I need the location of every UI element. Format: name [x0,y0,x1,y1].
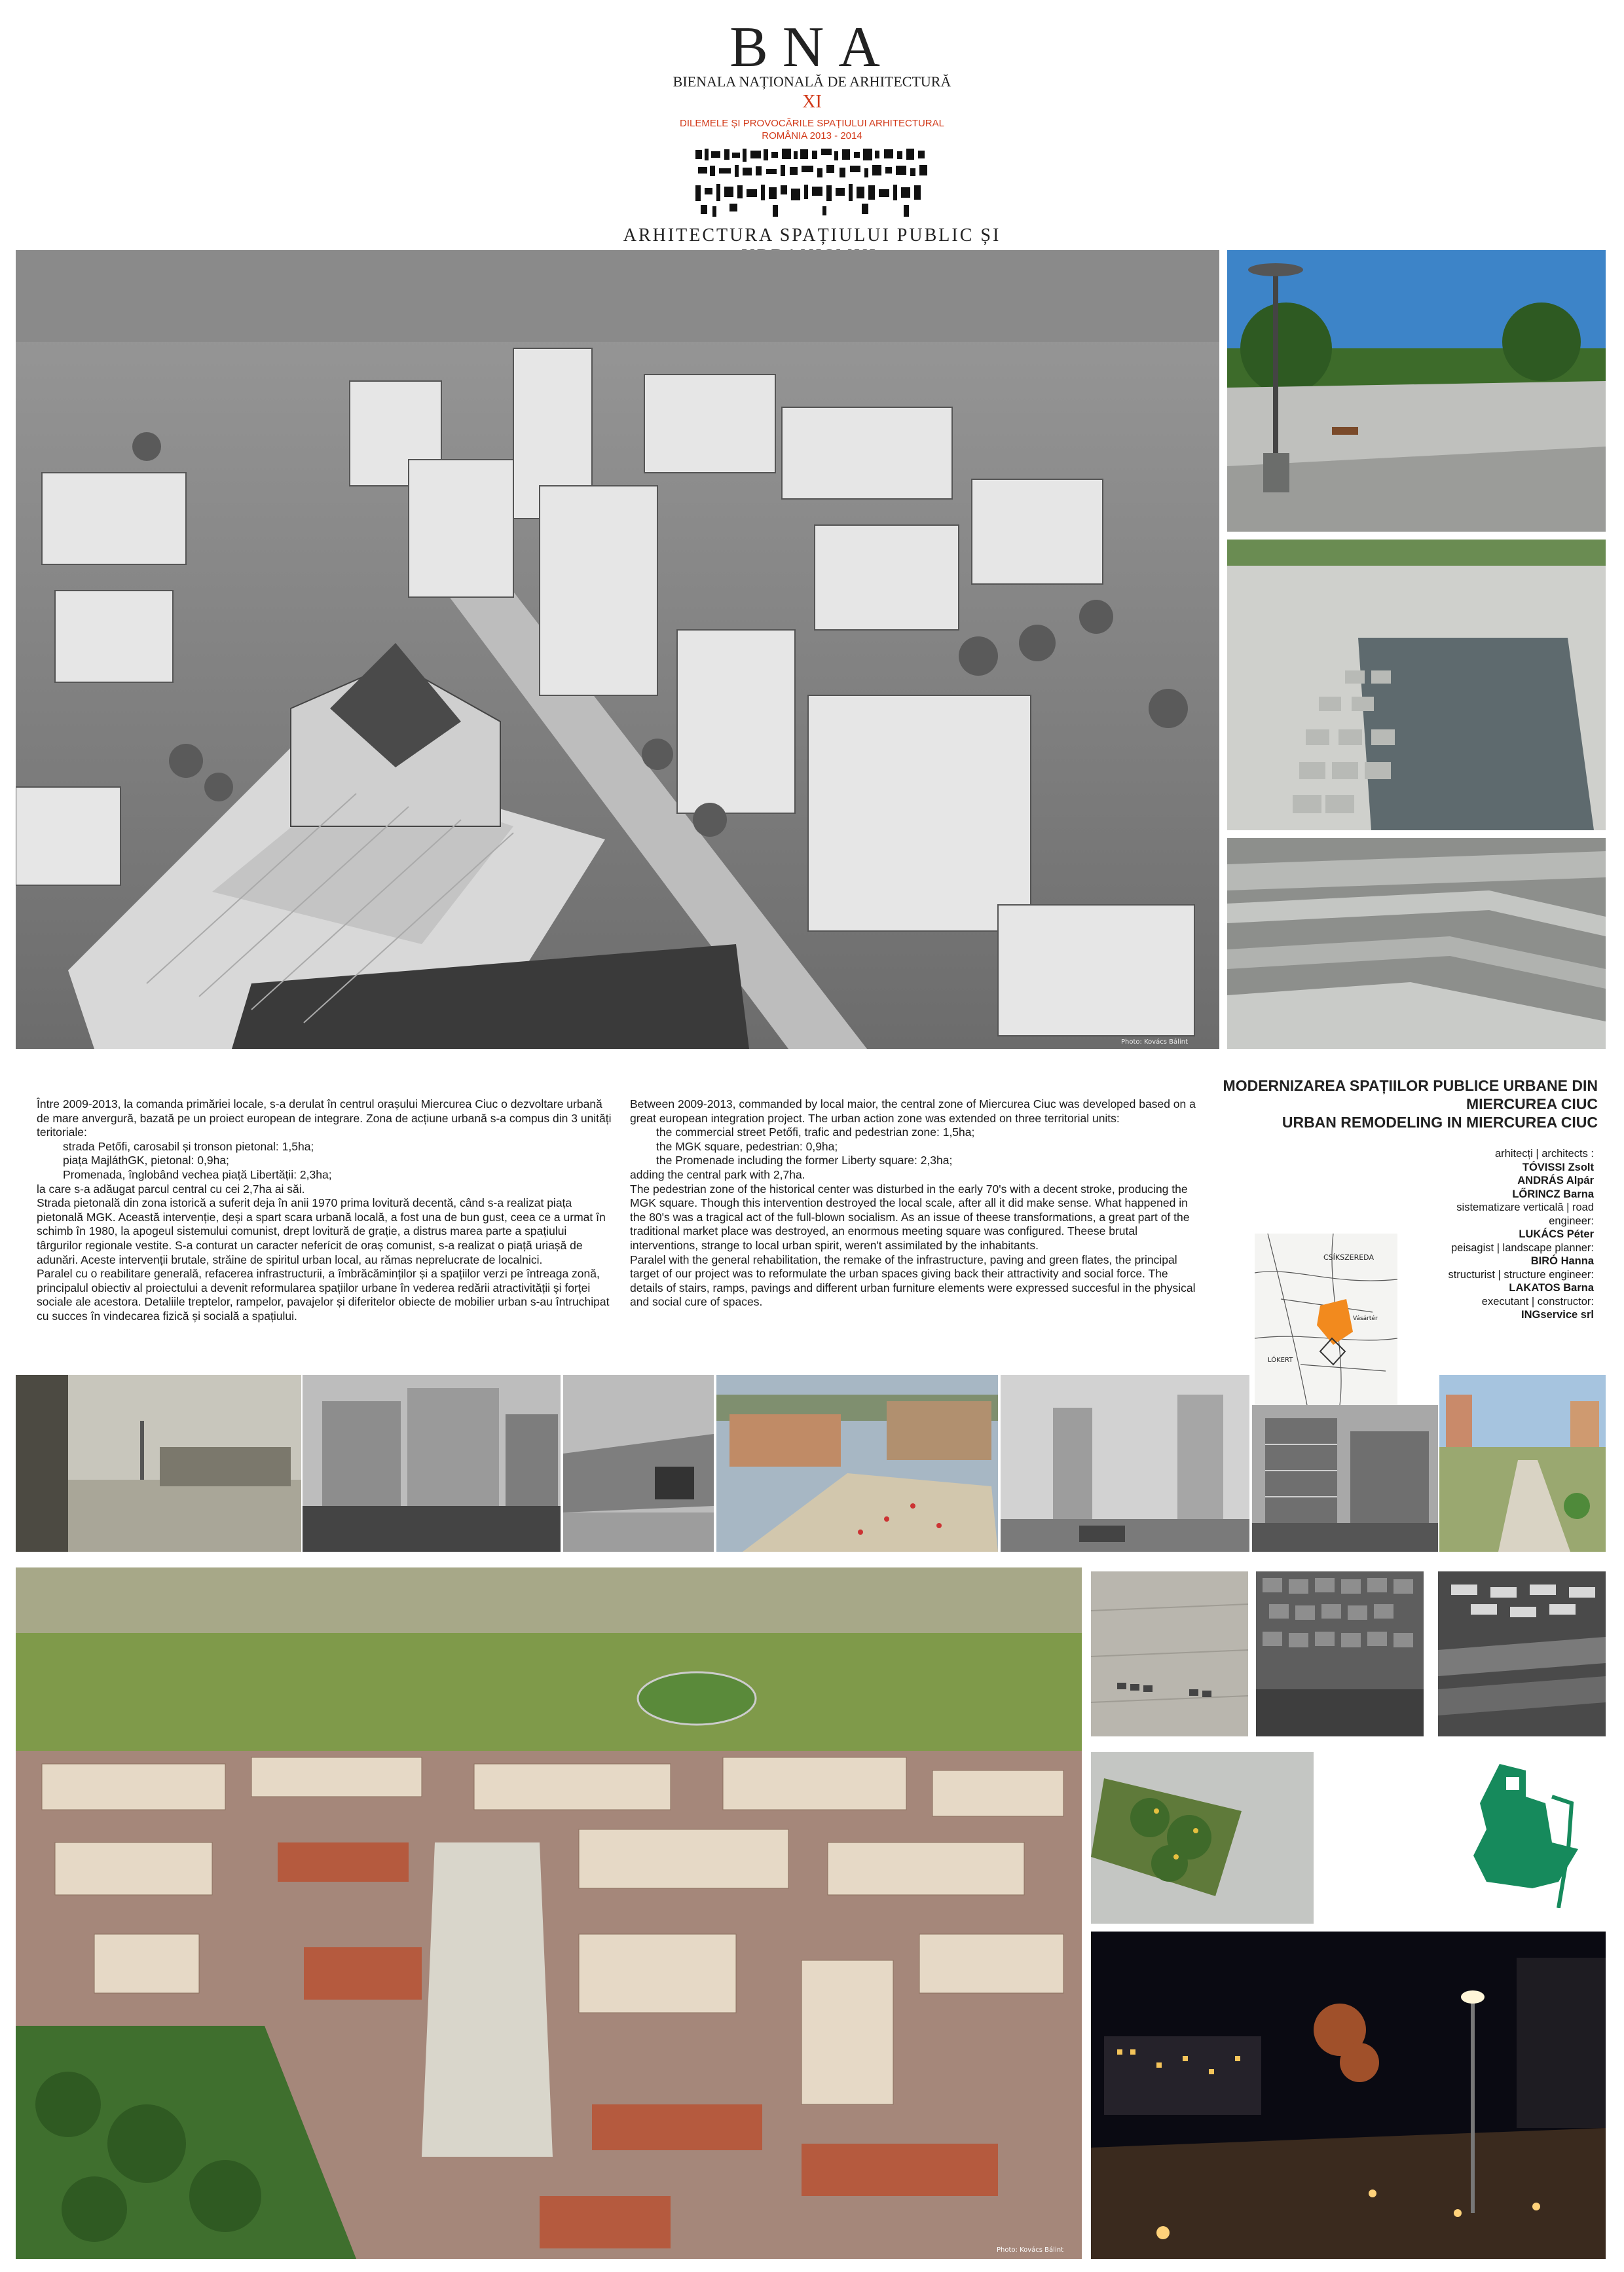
ro-paragraph-4: Paralel cu o reabilitare generală, refacerea infrastructurii, a îmbrăcăminților și a spațiilor verzi pe întreaga zonă, principalul obiectiv al proiectului a devenit reformularea spațiilor urbane în vederea redării atractivității și forței sociale ale acestora. Detaliile treptelor, rampelor, pavajelor și diferitelor obiecte de mobilier urban s-au întruchipat cu succes în vindecarea fizică și socială a spațiului. [37,1267,610,1323]
credits-block [1395,1147,1594,1322]
road-engineer-label: sistematizare verticală | road [1456,1201,1594,1213]
romanian-description [37,1097,613,1324]
historic-photo-building-site [1252,1405,1438,1552]
constructor-name: INGservice srl [1521,1309,1594,1321]
bna-logo: BNA [729,16,895,79]
edition-number: XI [802,92,822,112]
constructor-label: executant | constructor: [1481,1295,1594,1308]
street-lamp-photo [1227,250,1606,532]
ro-list-item: Promenada, înglobând vechea piață Libertății: 2,3ha; [63,1167,332,1181]
historic-photo-shop [563,1375,714,1552]
stone-steps-photo [1227,838,1606,1049]
landscape-label: peisagist | landscape planner: [1450,1241,1594,1254]
project-title-ro-1: MODERNIZAREA SPAȚIILOR PUBLICE URBANE DIN [1223,1077,1598,1094]
en-list-item: the commercial street Petőfi, trafic and pedestrian zone: 1,5ha; [656,1126,975,1139]
historic-photo-construction [303,1375,561,1552]
cobblestone-photo [1256,1571,1424,1736]
historic-photo-square-color [716,1375,998,1552]
architect-name: ANDRÁS Alpár [1517,1175,1594,1186]
road-engineer-name: LUKÁCS Péter [1519,1228,1594,1240]
landscape-name: BIRÓ Hanna [1530,1255,1594,1267]
en-list-item: the MGK square, pedestrian: 0,9ha; [656,1139,838,1153]
section-title: ARHITECTURA SPAȚIULUI PUBLIC ȘI [623,225,1001,246]
photo-credit-bottom: Photo: Kovács Bálint [997,2246,1063,2254]
historic-photo-blocks [1001,1375,1249,1552]
photo-credit-top: Photo: Kovács Bálint [1121,1038,1188,1046]
planter-photo [1091,1752,1314,1924]
en-paragraph-1: Between 2009-2013, commanded by local maior, the central zone of Miercurea Ciuc was developed based on a great european integration project. The urban action zone was extended on three territorial units: [630,1097,1196,1125]
theme-line-1: DILEMELE ȘI PROVOCĂRILE SPAȚIULUI ARHITECTURAL [680,118,944,129]
biennial-name: BIENALA NAȚIONALĂ DE ARHITECTURĂ [673,73,951,90]
project-title-en: URBAN REMODELING IN MIERCUREA CIUC [1282,1114,1598,1131]
map-label: CSÍKSZEREDA [1323,1253,1374,1262]
main-aerial-photo [16,250,1219,1049]
promenade-color-photo [1439,1375,1606,1552]
site-plan-green [1460,1757,1578,1908]
architect-name: LŐRINCZ Barna [1512,1188,1594,1200]
location-map [1255,1234,1397,1405]
ro-paragraph-3: Strada pietonală din zona istorică a suferit deja în anii 1970 prima lovitură decentă, când s-a realizat piața pietonală MGK. Această intervenție, deși a spart scara urbană locală, a fost una de bun gust, ceea ce a urmat în schimb în 1980, la apogeul sistemului comunist, drept lovitură de grație, a distrus marea parte a spațiului târgurilor regionale vestite. S-a conturat un caracter neferícit de oraș comunist, s-a realizat o piață uriașă de adunări. Aceste intervenții brutale, străine de spiritul urban local, au rămas neprelucrate de localnici. [37,1196,606,1266]
ro-paragraph-2: la care s-a adăugat parcul central cu cei 2,7ha ai săi. [37,1182,305,1196]
ro-paragraph-1: Între 2009-2013, la comanda primăriei locale, s-a derulat în centrul orașului Miercurea Ciuc o dezvoltare urbană de mare anvergură, bazată pe un proiect european de integrare. Zona de acțiune urbană s-a compus din 3 unități teritoriale: [37,1097,612,1139]
english-description [630,1097,1200,1310]
city-glyph-pattern [694,147,930,219]
structure-label: structurist | structure engineer: [1448,1268,1594,1281]
theme-line-2: ROMÂNIA 2013 - 2014 [762,130,862,141]
granite-steps-photo [1438,1571,1606,1736]
en-paragraph-4: Paralel with the general rehabilitation, the remake of the infrastructure, paving and green flates, the principal target of our project was to reformulate the urban spaces giving back their attractivity and social force. The details of stairs, ramps, pavings and different urban furniture elements were expressed succesful in the physical and social cure of spaces. [630,1253,1196,1309]
project-title-ro-2: MIERCUREA CIUC [1466,1095,1598,1112]
paving-detail-photo [1091,1571,1248,1736]
night-view-photo [1091,1932,1606,2259]
ro-list-item: strada Petőfi, carosabil și tronson pietonal: 1,5ha; [63,1139,314,1153]
map-label: LÓKERT [1268,1357,1293,1364]
en-paragraph-3: The pedestrian zone of the historical center was disturbed in the early 70's with a decent stroke, producing the MGK square. Though this intervention destroyed the local scale, after all it did make sense. What happened in the 80's was a tragical act of the full-blown socialism. As an issue of theese transformations, a great part of the traditional market place was destroyed, an enormous meeting square was configured. Theese brutal interventions, strange to local urban spirit, weren't assimilated by the inhabitants. [630,1182,1190,1252]
map-label: Vásártér [1353,1315,1378,1322]
water-feature-photo [1227,540,1606,830]
architects-label: arhitecți | architects : [1494,1148,1594,1160]
historic-photo-street [16,1375,301,1552]
road-engineer-label-2: engineer: [1549,1215,1594,1227]
structure-name: LAKATOS Barna [1509,1282,1594,1294]
en-paragraph-2: adding the central park with 2,7ha. [630,1167,805,1181]
bottom-aerial-photo [16,1567,1082,2259]
en-list-item: the Promenade including the former Liberty square: 2,3ha; [656,1154,953,1167]
project-title [1185,1076,1598,1131]
ro-list-item: piața MajláthGK, pietonal: 0,9ha; [63,1154,229,1167]
architect-name: TÓVISSI Zsolt [1522,1161,1594,1173]
